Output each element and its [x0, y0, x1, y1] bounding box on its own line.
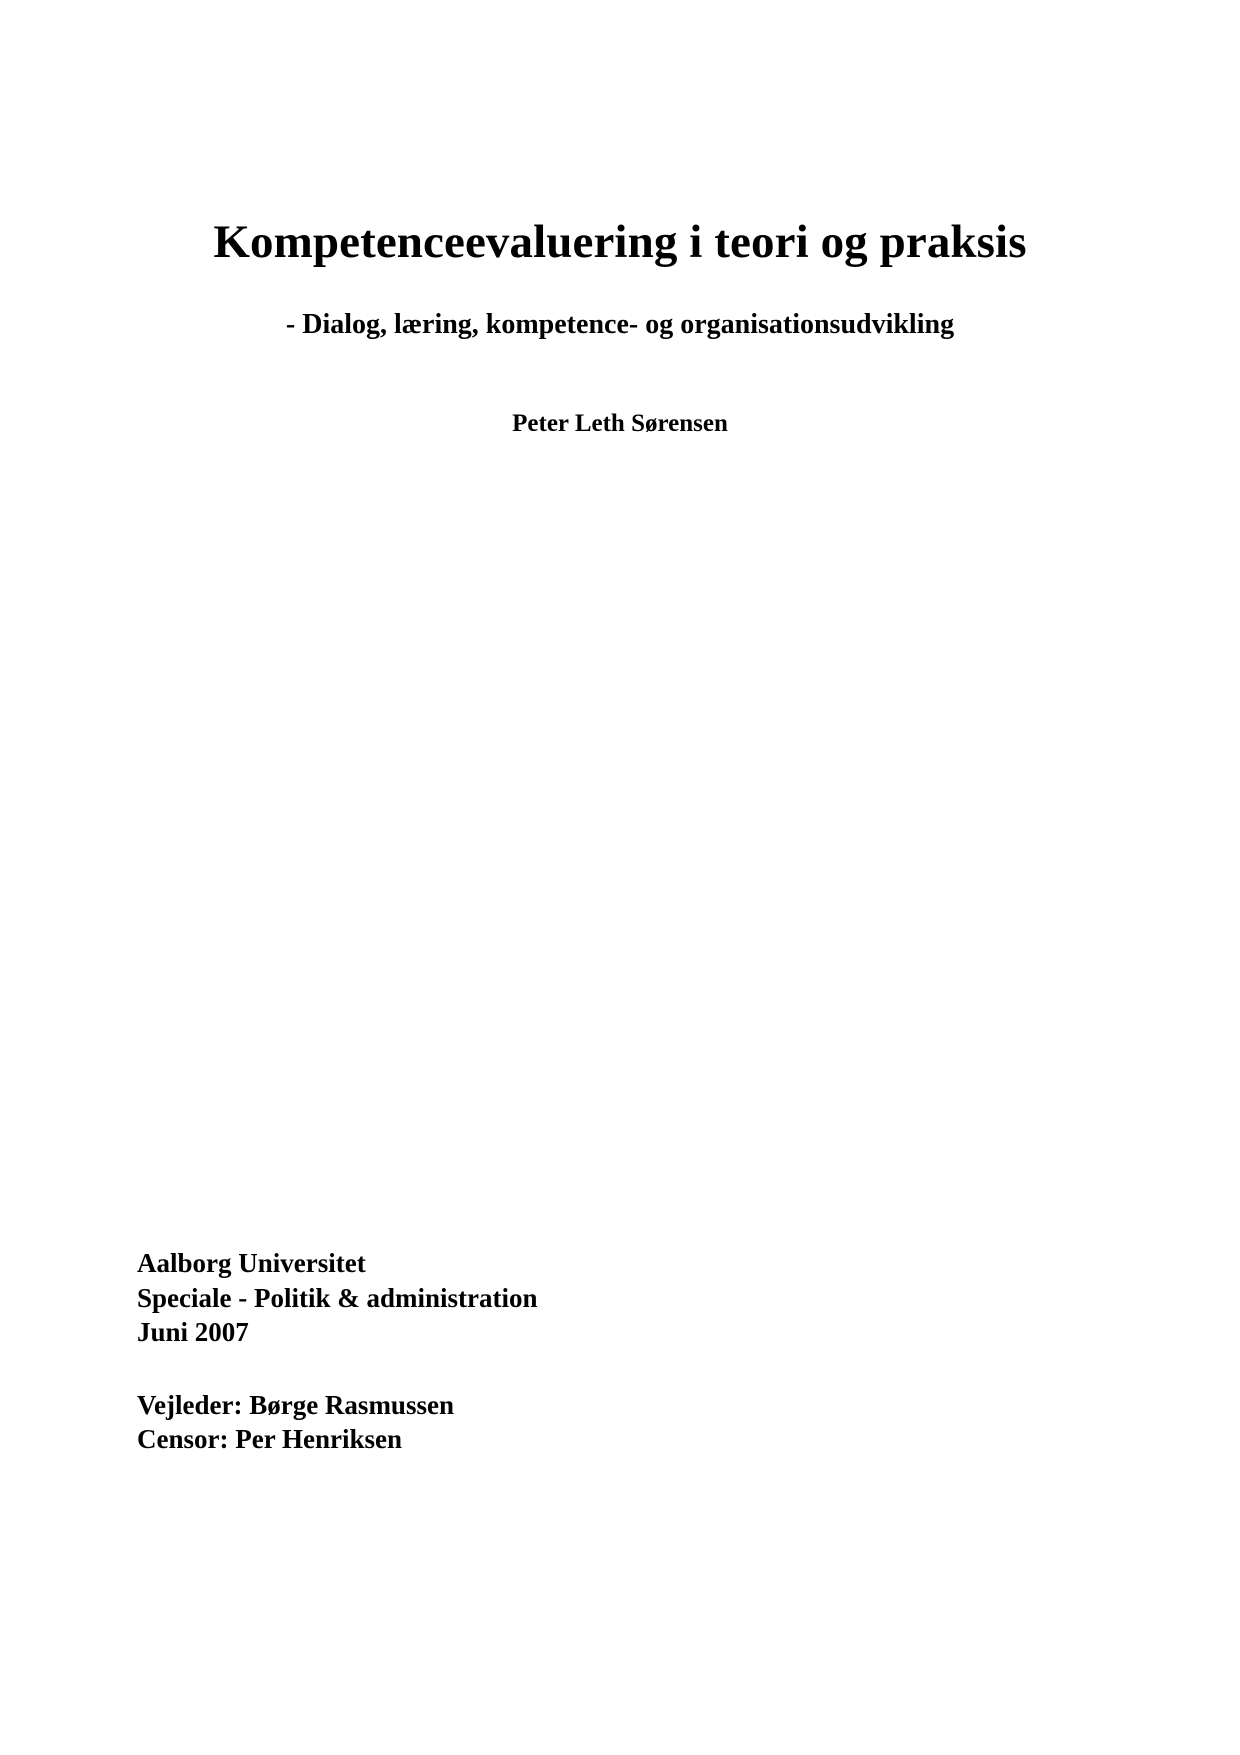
title-block	[0, 215, 1240, 439]
institution-name: Aalborg Universitet	[137, 1248, 366, 1278]
page-title: Kompetenceevaluering i teori og praksis	[213, 216, 1027, 268]
colophon-block	[137, 1246, 957, 1457]
author-name: Peter Leth Sørensen	[512, 410, 728, 438]
colophon-people-group	[137, 1388, 957, 1457]
page-subtitle: - Dialog, læring, kompetence- og organisationsudvikling	[285, 308, 955, 340]
program-name: Speciale - Politik & administration	[137, 1282, 538, 1313]
supervisor-line: Vejleder: Børge Rasmussen	[137, 1389, 454, 1420]
publication-date: Juni 2007	[137, 1317, 249, 1348]
colophon-spacer	[137, 1350, 957, 1388]
colophon-institution-group	[137, 1246, 957, 1350]
examiner-line: Censor: Per Henriksen	[137, 1424, 402, 1455]
